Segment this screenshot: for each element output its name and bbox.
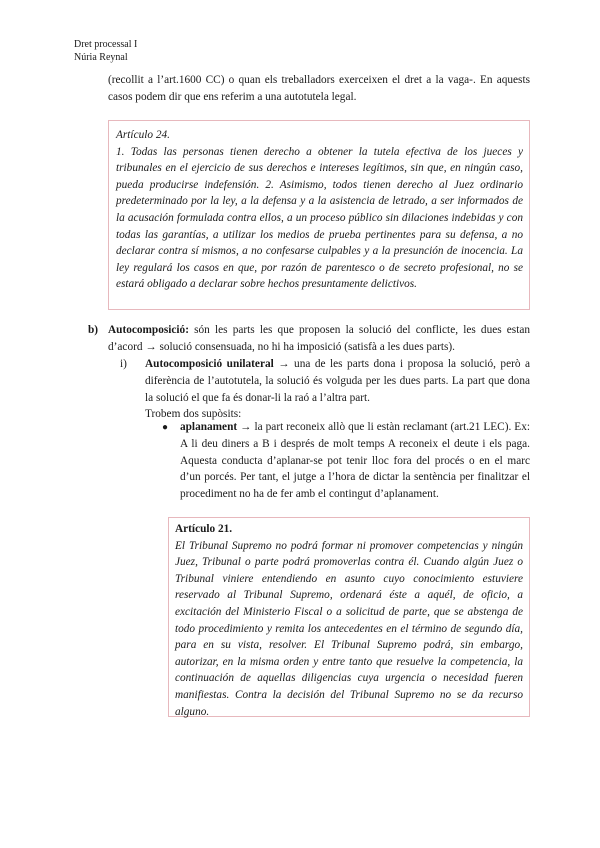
article-21-title: Artículo 21. <box>175 523 233 535</box>
item-i-paragraph <box>145 356 530 423</box>
article-24-title: Artículo 24. <box>116 129 170 141</box>
section-b-label: b) <box>88 324 99 336</box>
bullet-aplanament <box>180 419 530 503</box>
section-b-paragraph <box>108 322 530 356</box>
item-i-text: → una de les parts dona i proposa la solució, però a diferència de l’autotutela, la solució és volguda per les dues parts. La part que dona la solució el que fa és donar-li la raó a l’altra part. <box>145 358 530 404</box>
article-21-box <box>168 517 530 717</box>
item-i-label: i) <box>120 358 127 370</box>
header-author: Núria Reynal <box>74 52 128 63</box>
intro-paragraph: (recollit a l’art.1600 CC) o quan els treballadors exerceixen el dret a la vaga-. En aquests casos podem dir que ens referim a una autotutela legal. <box>108 74 530 103</box>
article-24-body: 1. Todas las personas tienen derecho a obtener la tutela efectiva de los jueces y tribunales en el ejercicio de sus derechos e intereses legítimos, sin que, en ningún caso, pueda producirse indefensión. 2. Asimismo, todos tienen derecho al Juez ordinario predeterminado por la ley, a la defensa y a la asistencia de letrado, a ser informados de la acusación formulada contra ellos, a un proceso público sin dilaciones indebidas y con todas las garantías, a utilizar los medios de prueba pertinentes para su defensa, a no declarar contra sí mismos, a no confesarse culpables y a la presunción de inocencia. La ley regulará los casos en que, por razón de parentesco o de secreto profesional, no se estará obligado a declarar sobre hechos presuntamente delictivos. <box>116 145 523 291</box>
section-b-term: Autocomposició: <box>108 324 189 336</box>
article-21-body: El Tribunal Supremo no podrá formar ni promover competencias y ningún Juez, Tribunal o parte podrá promoverlas contra él. Cuando algún Juez o Tribunal viniere entendiendo en asunto cuyo conocimiento estuviere reservado al Tribunal Supremo, ordenará éste a aquél, de oficio, a excitación del Ministerio Fiscal o a solicitud de parte, que se abstenga de todo procedimiento y remita los antecedentes en el término de segundo día, para en su vista, resolver. El Tribunal Supremo podrá, sin embargo, autorizar, en la misma orden y entre tanto que resuelve la competencia, la continuación de aquellas diligencias cuya urgencia o necesidad fueren manifiestas. Contra la decisión del Tribunal Supremo no se da recurso alguno. <box>175 539 523 718</box>
item-i-text2: Trobem dos supòsits: <box>145 408 242 421</box>
header-course: Dret processal I <box>74 39 138 50</box>
item-i-term: Autocomposició unilateral <box>145 358 274 370</box>
section-b-text: són les parts les que proposen la solució del conflicte, les dues estan d’acord → solució consensuada, no hi ha imposició (satisfà a les dues parts). <box>108 324 530 353</box>
bullet-icon: ● <box>162 422 169 433</box>
article-24-box <box>108 120 530 310</box>
bullet-term: aplanament <box>180 421 238 433</box>
document-header <box>74 38 137 64</box>
bullet-text: → la part reconeix allò que li estàn reclamant (art.21 LEC). Ex: A li deu diners a B i després de molt temps A reconeix el deute i els paga. Aquesta conducta d’aplanar-se pot tenir lloc fora del procés o en el marc d’un porcés. Per tant, el jutge a l’hora de dictar la sentència per finalitzar el procediment no ha de fer amb el contingut d’aplanament. <box>180 421 530 501</box>
